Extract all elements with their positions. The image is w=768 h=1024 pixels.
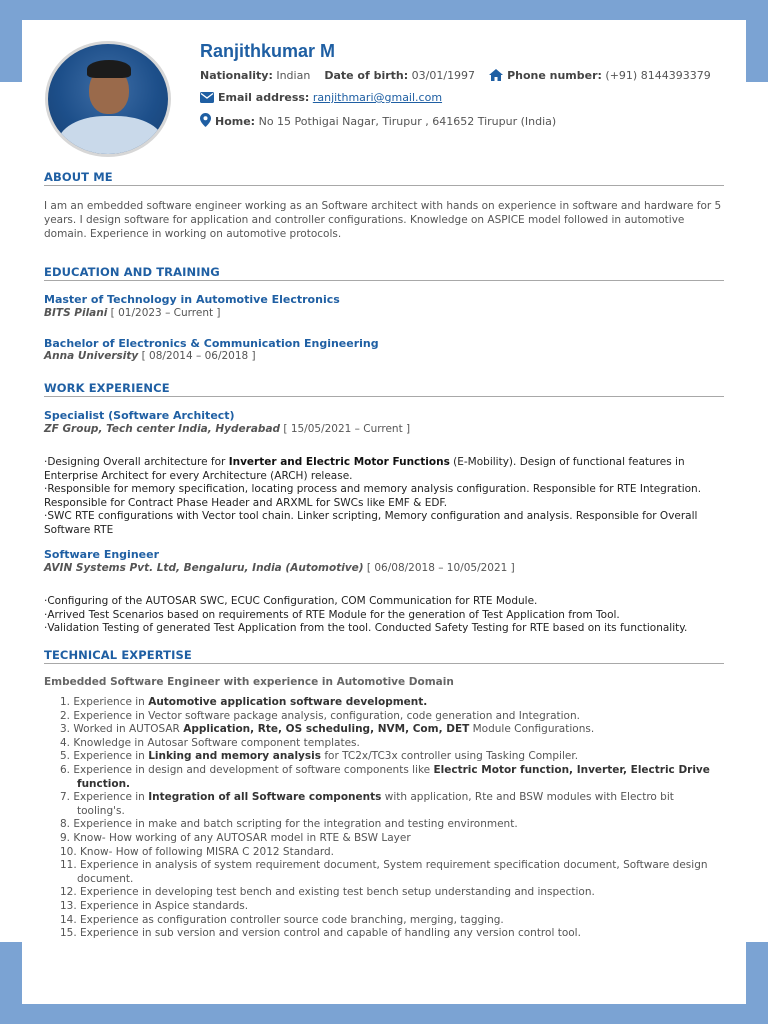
list-item: 5. Experience in Linking and memory analysis for TC2x/TC3x controller using Tasking Compiler. — [60, 750, 579, 763]
institution-name: Anna University — [44, 350, 139, 362]
home-label: Home: — [215, 115, 256, 128]
list-item: 1. Experience in Automotive application software development. — [60, 696, 428, 708]
education-degree-2: Bachelor of Electronics & Communication Engineering — [44, 337, 379, 350]
job-company-2 — [44, 562, 515, 574]
education-degree-1: Master of Technology in Automotive Electronics — [44, 293, 340, 306]
list-item: 3. Worked in AUTOSAR Application, Rte, OS scheduling, NVM, Com, DET Module Configurations. — [60, 723, 595, 736]
education-section-title: EDUCATION AND TRAINING — [44, 265, 724, 281]
job-bullet: ·Validation Testing of generated Test Application from the tool. Conducted Safety Testing for RTE based on its functionality. — [44, 622, 688, 634]
list-item: 4. Knowledge in Autosar Software component templates. — [60, 736, 360, 749]
email-link[interactable]: ranjithmari@gmail.com — [312, 91, 443, 104]
home-phone-icon — [489, 69, 503, 84]
education-dates: [ 08/2014 – 06/2018 ] — [138, 350, 256, 362]
education-institution-2 — [44, 350, 256, 362]
personal-info-line — [200, 69, 711, 84]
nationality-label: Nationality: — [200, 69, 273, 82]
job-bullet: ·Responsible for memory specification, locating process and memory analysis configuration. Responsible for RTE Integration. Responsible for Contract Phase Header and ARXML for SWCs like EMF & EDF. — [44, 483, 702, 509]
institution-name: BITS Pilani — [44, 307, 108, 319]
candidate-name: Ranjithkumar M — [200, 41, 336, 61]
job-bullet: ·Configuring of the AUTOSAR SWC, ECUC Configuration, COM Communication for RTE Module. — [44, 595, 538, 607]
job-dates: [ 15/05/2021 – Current ] — [280, 423, 411, 435]
email-line — [200, 91, 442, 106]
job-bullets-1 — [44, 456, 724, 537]
home-value: No 15 Pothigai Nagar, Tirupur , 641652 Tirupur (India) — [258, 115, 557, 128]
job-bullet: ·Designing Overall architecture for Inverter and Electric Motor Functions (E-Mobility). Design of functional features in Enterprise Architect for every Architecture (ARCH) release. — [44, 456, 685, 482]
list-item: 8. Experience in make and batch scripting for the integration and testing environment. — [60, 818, 518, 831]
job-role-2: Software Engineer — [44, 548, 159, 561]
email-label: Email address: — [218, 91, 310, 104]
company-name: AVIN Systems Pvt. Ltd, Bengaluru, India (Automotive) — [44, 562, 364, 574]
about-section-title: ABOUT ME — [44, 170, 724, 186]
job-bullet: ·Arrived Test Scenarios based on requirements of RTE Module for the generation of Test Application from Tool. — [44, 608, 620, 621]
phone-label: Phone number: — [507, 69, 602, 82]
list-item: 6. Experience in design and development of software components like Electric Motor function, Inverter, Electric Drive function. — [60, 763, 710, 790]
expertise-list — [60, 696, 724, 941]
resume-page — [22, 20, 746, 1004]
dob-value: 03/01/1997 — [411, 69, 476, 82]
education-dates: [ 01/2023 – Current ] — [107, 307, 221, 319]
expertise-subtitle: Embedded Software Engineer with experience in Automotive Domain — [44, 676, 454, 688]
list-item: 2. Experience in Vector software package analysis, configuration, code generation and Integration. — [60, 709, 580, 722]
phone-value: (+91) 8144393379 — [605, 69, 711, 82]
list-item: 11. Experience in analysis of system requirement document, System requirement specification document, Software design document. — [60, 859, 708, 885]
list-item: 7. Experience in Integration of all Software components with application, Rte and BSW modules with Electro bit tooling's. — [60, 791, 674, 817]
job-bullet: ·SWC RTE configurations with Vector tool chain. Linker scripting, Memory configuration and analysis. Responsible for Overall Software RTE — [44, 510, 698, 536]
job-company-1 — [44, 423, 410, 435]
about-text: I am an embedded software engineer working as an Software architect with hands on experience in software and hardware for 5 years. I design software for application and controller configurations. Knowledge on ASPICE model followed in automotive domain. Experience in working on automotive protocols. — [44, 200, 722, 240]
list-item: 13. Experience in Aspice standards. — [60, 899, 249, 912]
job-bullets-2 — [44, 595, 724, 636]
profile-photo — [45, 41, 171, 157]
list-item: 9. Know- How working of any AUTOSAR model in RTE & BSW Layer — [60, 831, 411, 844]
company-name: ZF Group, Tech center India, Hyderabad — [44, 423, 281, 435]
list-item: 15. Experience in sub version and version control and capable of handling any version control tool. — [60, 927, 581, 940]
list-item: 14. Experience as configuration controller source code branching, merging, tagging. — [60, 913, 504, 926]
list-item: 10. Know- How of following MISRA C 2012 Standard. — [60, 845, 335, 858]
expertise-section-title: TECHNICAL EXPERTISE — [44, 648, 724, 664]
education-institution-1 — [44, 307, 221, 319]
home-address-line — [200, 113, 556, 130]
job-role-1: Specialist (Software Architect) — [44, 409, 235, 422]
dob-label: Date of birth: — [324, 69, 409, 82]
job-dates: [ 06/08/2018 – 10/05/2021 ] — [363, 562, 515, 574]
work-section-title: WORK EXPERIENCE — [44, 381, 724, 397]
nationality-value: Indian — [276, 69, 311, 82]
location-pin-icon — [200, 113, 211, 130]
envelope-icon — [200, 92, 214, 106]
list-item: 12. Experience in developing test bench and existing test bench setup understanding and inspection. — [60, 886, 595, 899]
